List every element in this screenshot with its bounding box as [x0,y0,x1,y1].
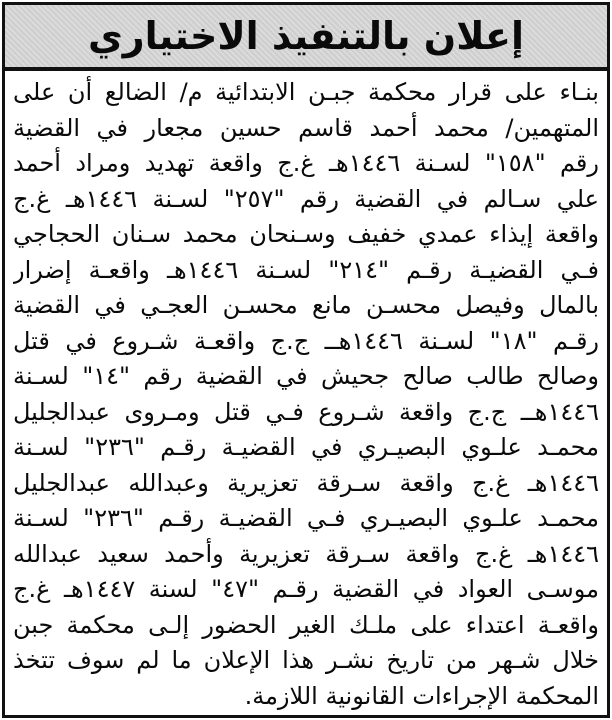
notice-line: ١٤٤٦هـ غ.ج واقعة سـرقة تعزيرية وعبدالله عبدالجليل [13,468,599,497]
notice-body [5,71,607,714]
notice-line: محمـد علـوي البصيـري في القضيـة رقـم "٢٣٦" لسـنة [13,433,599,461]
notice-line: بالمال وفيصل محسـن مانع محسـن العجـي في القضية [13,291,599,319]
notice-line: بنـاء على قرار محكمة جبـن الابتدائية م/ الضالع أن على [13,78,599,106]
notice-title: إعلان بالتنفيذ الاختياري [87,14,525,58]
notice-line-last: المحكمة الإجراءات القانونية اللازمة. [244,681,599,710]
notice-line: محمـد علـوي البصيـري فـي القضيـة رقـم "٢٣٦" لسـنة [13,504,599,532]
notice-line: علي سـالم في القضية رقم "٢٥٧" لسـنة ١٤٤٦هـ غ.ج [13,184,599,213]
notice-line: واقعـة اعتداء على ملـك الغير الحضور إلـى محكمة جبن [13,610,599,639]
notice-line: رقم "١٥٨" لسـنة ١٤٤٦هـ غ.ج واقعة تهديد ومراد أحمد [13,149,599,177]
notice-line: فـي القضيـة رقـم "٢١٤" لسـنة ١٤٤٦هـ واقعـة إضرار [13,255,599,284]
notice-line: ١٤٤٦هـ غ.ج واقعة سـرقة تعزيرية وأحمد سعيد عبدالله [13,539,599,568]
notice-header [5,5,607,71]
notice-frame [2,2,610,718]
notice-line: وصالح طالب صالح جحيش في القضية رقم "١٤" لسـنة [13,362,599,390]
notice-line: ١٤٤٦هــ ج.ج واقعة شـروع فـي قتل ومـروى عبدالجليل [13,397,599,426]
notice-line: خلال شـهر من تاريخ نشـر هذا الإعلان ما لم سوف تتخذ [13,646,599,674]
notice-line: المتهمين/ محمد أحمد قاسم حسين مجعار في القضية [13,113,599,142]
notice-line: واقعة إيذاء عمدي خفيف وسـنحان محمد سـنان الحجاجي [13,220,599,248]
notice-line: موسـى العواد في القضية رقـم "٤٧" لسنة ١٤٤٧هـ غ.ج [13,575,599,603]
notice-line: رقـم "١٨" لسـنة ١٤٤٦هــ ج.ج واقعـة شـروع في قتل [13,326,599,355]
